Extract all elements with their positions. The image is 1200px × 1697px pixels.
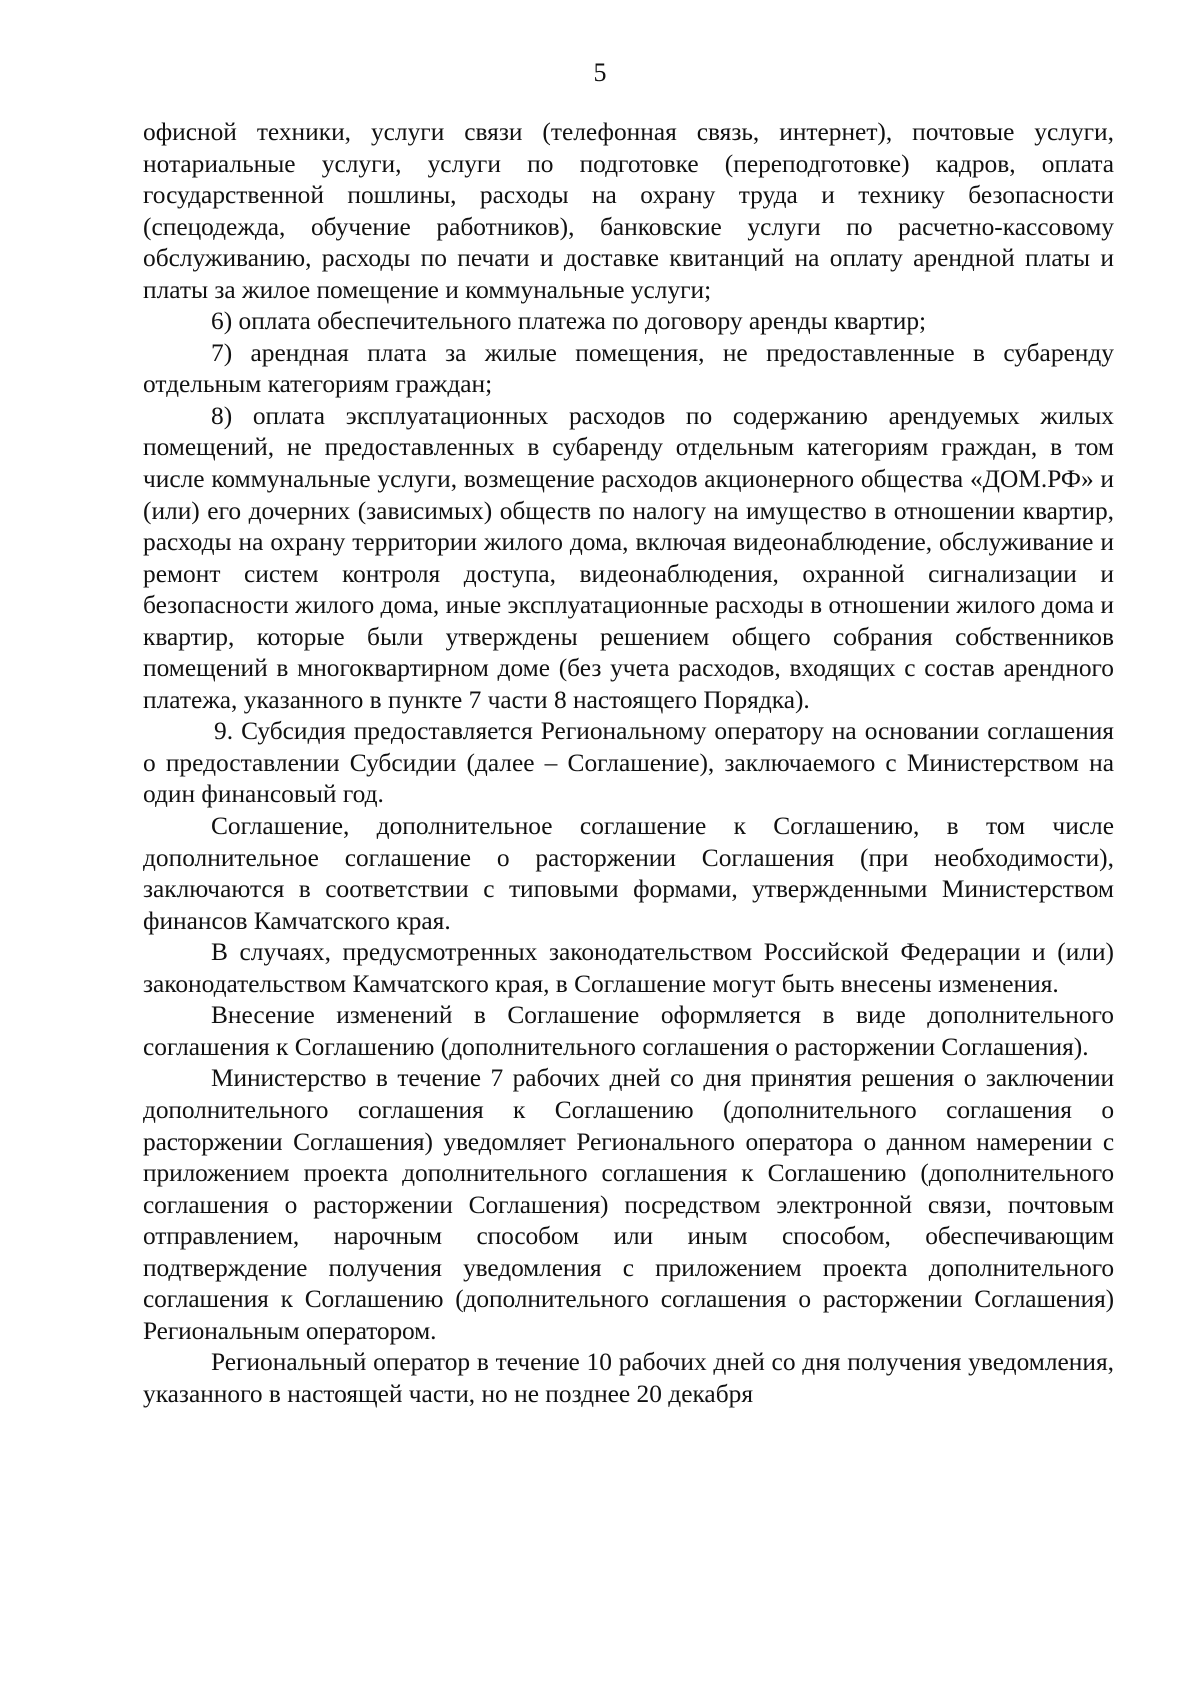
paragraph-amendments-form: Внесение изменений в Соглашение оформляется в виде дополнительного соглашения к Соглашению (дополнительного соглашения о расторжении Соглашения). bbox=[143, 1001, 1114, 1061]
paragraph-item-8: 8) оплата эксплуатационных расходов по содержанию арендуемых жилых помещений, не предоставленных в субаренду отдельным категориям граждан, в том числе коммунальные услуги, возмещение расходов акционерного общества «ДОМ.РФ» и (или) его дочерних (зависимых) обществ по налогу на имущество в отношении квартир, расходы на охрану территории жилого дома, включая видеонаблюдение, обслуживание и ремонт систем контроля доступа, видеонаблюдения, охранной сигнализации и безопасности жилого дома, иные эксплуатационные расходы в отношении жилого дома и квартир, которые были утверждены решением общего собрания собственников помещений в многоквартирном доме (без учета расходов, входящих с состав арендного платежа, указанного в пункте 7 части 8 настоящего Порядка). bbox=[143, 401, 1114, 714]
paragraph-amendments-allowed: В случаях, предусмотренных законодательством Российской Федерации и (или) законодательством Камчатского края, в Соглашение могут быть внесены изменения. bbox=[143, 938, 1114, 998]
paragraph-agreement-forms: Соглашение, дополнительное соглашение к Соглашению, в том числе дополнительное соглашение о расторжении Соглашения (при необходимости), заключаются в соответствии с типовыми формами, утвержденными Министерством финансов Камчатского края. bbox=[143, 812, 1114, 935]
paragraph-continuation: офисной техники, услуги связи (телефонная связь, интернет), почтовые услуги, нотариальные услуги, услуги по подготовке (переподготовке) кадров, оплата государственной пошлины, расходы на охрану труда и технику безопасности (спецодежда, обучение работников), банковские услуги по расчетно-кассовому обслуживанию, расходы по печати и доставке квитанций на оплату арендной платы и платы за жилое помещение и коммунальные услуги; bbox=[143, 118, 1114, 304]
document-body bbox=[143, 117, 1114, 1410]
paragraph-section-9: 9. Субсидия предоставляется Региональному оператору на основании соглашения о предоставлении Субсидии (далее – Соглашение), заключаемого с Министерством на один финансовый год. bbox=[143, 717, 1114, 809]
page-number: 5 bbox=[593, 58, 607, 87]
paragraph-ministry-notice: Министерство в течение 7 рабочих дней со дня принятия решения о заключении дополнительного соглашения к Соглашению (дополнительного соглашения о расторжении Соглашения) уведомляет Регионального оператора о данном намерении с приложением проекта дополнительного соглашения к Соглашению (дополнительного соглашения о расторжении Соглашения) посредством электронной связи, почтовым отправлением, нарочным способом или иным способом, обеспечивающим подтверждение получения уведомления с приложением проекта дополнительного соглашения к Соглашению (дополнительного соглашения о расторжении Соглашения) Региональным оператором. bbox=[143, 1064, 1114, 1345]
paragraph-item-6: 6) оплата обеспечительного платежа по договору аренды квартир; bbox=[211, 307, 927, 336]
paragraph-item-7: 7) арендная плата за жилые помещения, не предоставленные в субаренду отдельным категориям граждан; bbox=[143, 338, 1114, 399]
paragraph-operator-response: Региональный оператор в течение 10 рабочих дней со дня получения уведомления, указанного в настоящей части, но не позднее 20 декабря bbox=[143, 1348, 1114, 1408]
